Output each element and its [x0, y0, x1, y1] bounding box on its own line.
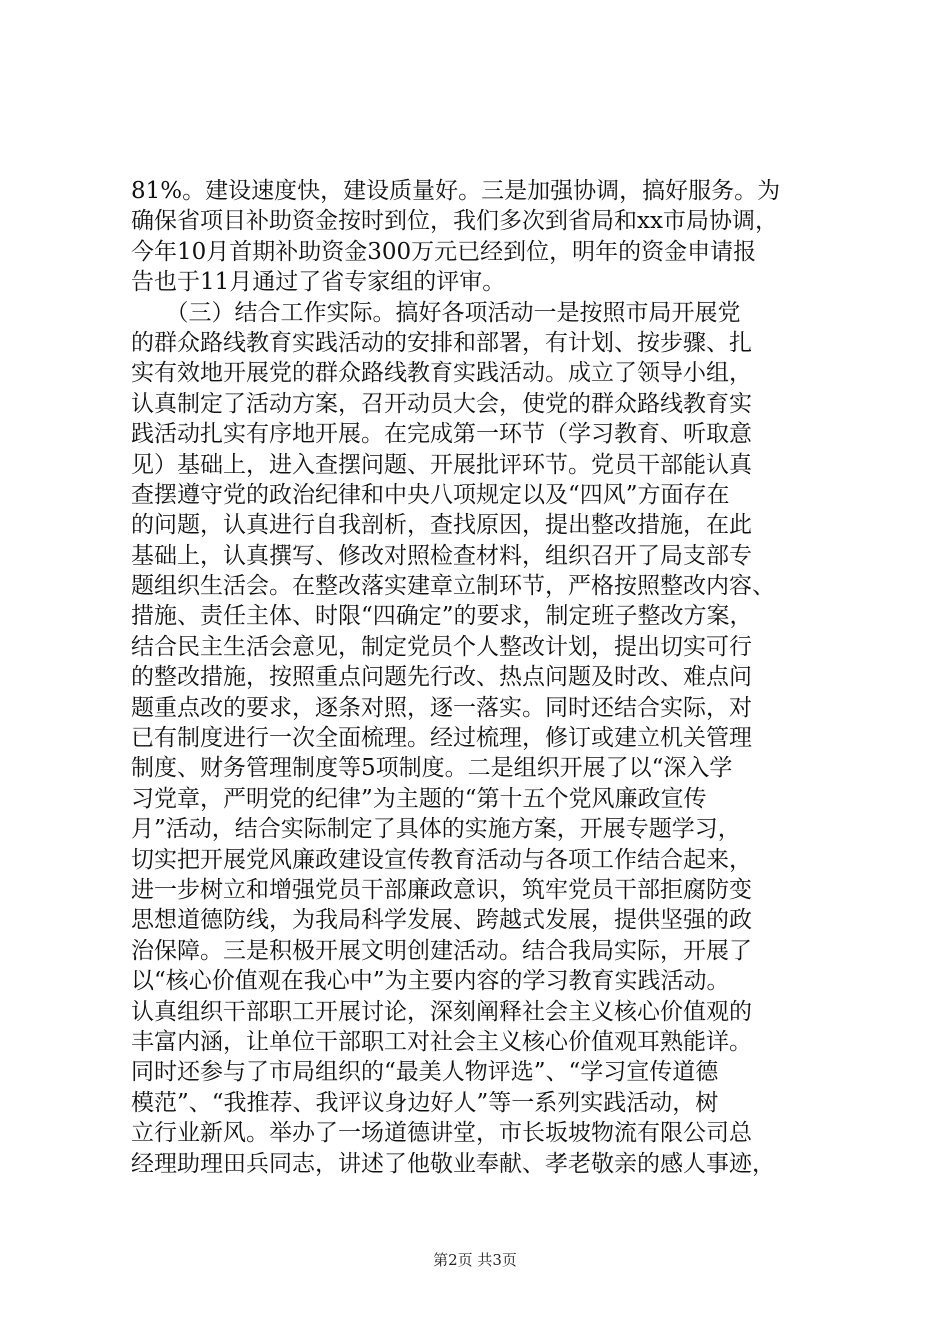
text-line: 切实把开展党风廉政建设宣传教育活动与各项工作结合起来， [131, 846, 752, 873]
text-line: 实有效地开展党的群众路线教育实践活动。成立了领导小组， [131, 360, 752, 387]
text-line: 进一步树立和增强党员干部廉政意识，筑牢党员干部拒腐防变 [131, 876, 752, 903]
text-line: 基础上，认真撰写、修改对照检查材料，组织召开了局支部专 [131, 542, 752, 569]
text-line: 践活动扎实有序地开展。在完成第一环节（学习教育、听取意 [131, 421, 752, 448]
page-footer: 第2页 共3页 [433, 1251, 517, 1269]
text-line: 措施、责任主体、时限“四确定”的要求，制定班子整改方案， [131, 603, 753, 630]
text-line: （三）结合工作实际。搞好各项活动一是按照市局开展党 [131, 299, 741, 326]
text-line: 制度、财务管理制度等5项制度。二是组织开展了以“深入学 [131, 755, 733, 782]
text-line: 确保省项目补助资金按时到位，我们多次到省局和xx市局协调， [131, 208, 778, 235]
text-line: 经理助理田兵同志，讲述了他敬业奉献、孝老敬亲的感人事迹， [131, 1150, 775, 1177]
text-line: 认真制定了活动方案，召开动员大会，使党的群众路线教育实 [131, 390, 752, 417]
text-line: 已有制度进行一次全面梳理。经过梳理，修订或建立机关管理 [131, 725, 752, 752]
text-line: 认真组织干部职工开展讨论，深刻阐释社会主义核心价值观的 [131, 998, 752, 1025]
text-line: 以“核心价值观在我心中”为主要内容的学习教育实践活动。 [131, 968, 730, 995]
text-line: 的问题，认真进行自我剖析，查找原因，提出整改措施，在此 [131, 512, 752, 539]
text-line: 结合民主生活会意见，制定党员个人整改计划，提出切实可行 [131, 633, 752, 660]
document-body [131, 176, 831, 1179]
text-line: 月”活动，结合实际制定了具体的实施方案，开展专题学习， [131, 816, 741, 843]
text-line: 立行业新风。举办了一场道德讲堂，市长坂坡物流有限公司总 [131, 1120, 752, 1147]
text-line: 习党章，严明党的纪律”为主题的“第十五个党风廉政宣传 [131, 785, 707, 812]
text-line: 丰富内涵，让单位干部职工对社会主义核心价值观耳熟能详。 [131, 1028, 752, 1055]
text-line: 题组织生活会。在整改落实建章立制环节，严格按照整改内容、 [131, 573, 775, 600]
text-line: 告也于11月通过了省专家组的评审。 [131, 269, 506, 296]
text-line: 查摆遵守党的政治纪律和中央八项规定以及“四风”方面存在 [131, 481, 730, 508]
text-line: 题重点改的要求，逐条对照，逐一落实。同时还结合实际，对 [131, 694, 752, 721]
text-line: 思想道德防线，为我局科学发展、跨越式发展，提供坚强的政 [131, 907, 752, 934]
text-line: 81%。建设速度快，建设质量好。三是加强协调，搞好服务。为 [131, 178, 781, 204]
text-line: 模范”、“我推荐、我评议身边好人”等一系列实践活动，树 [131, 1089, 719, 1116]
text-line: 治保障。三是积极开展文明创建活动。结合我局实际，开展了 [131, 937, 752, 964]
text-line: 今年10月首期补助资金300万元已经到位，明年的资金申请报 [131, 238, 757, 265]
text-line: 同时还参与了市局组织的“最美人物评选”、“学习宣传道德 [131, 1059, 719, 1086]
text-line: 见）基础上，进入查摆问题、开展批评环节。党员干部能认真 [131, 451, 752, 478]
text-line: 的整改措施，按照重点问题先行改、热点问题及时改、难点问 [131, 664, 752, 691]
text-line: 的群众路线教育实践活动的安排和部署，有计划、按步骤、扎 [131, 329, 752, 356]
